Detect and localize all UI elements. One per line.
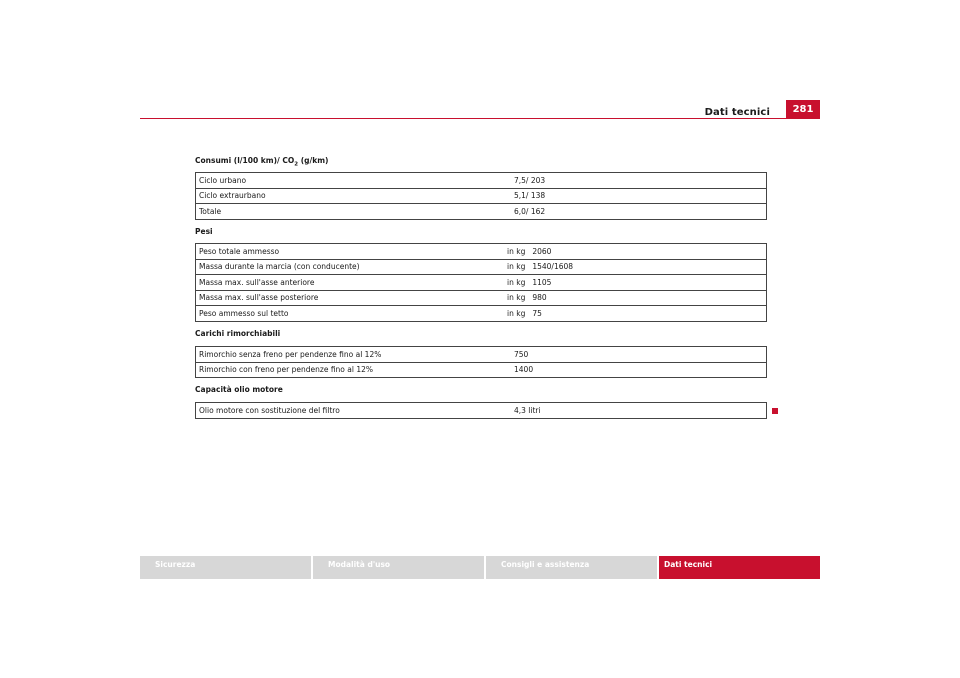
row-label: Massa max. sull'asse posteriore: [196, 290, 505, 306]
row-unit: in kg: [504, 306, 529, 322]
section-heading-pesi: Pesi: [195, 227, 213, 236]
row-unit: [504, 347, 511, 363]
page-number: 281: [786, 100, 820, 119]
row-unit: [504, 362, 511, 378]
heading-subscript: 2: [294, 161, 299, 168]
row-label: Totale: [196, 204, 505, 220]
row-value: 4,3 litri: [514, 405, 541, 415]
tab-dati-tecnici[interactable]: Dati tecnici: [659, 556, 820, 579]
section-heading-carichi: Carichi rimorchiabili: [195, 329, 281, 338]
table-row: [196, 204, 767, 220]
row-value: 6,0/ 162: [511, 204, 767, 220]
table-row: [196, 362, 767, 378]
footer-nav: [140, 556, 820, 579]
row-unit: in kg: [504, 259, 529, 275]
table-row: [196, 173, 767, 189]
table-olio: [195, 402, 767, 419]
table-row: [196, 306, 767, 322]
row-value: 75: [529, 306, 766, 322]
heading-main: Consumi (l/100 km)/ CO: [195, 156, 295, 165]
tab-consigli-assistenza[interactable]: Consigli e assistenza: [486, 556, 657, 579]
row-label: Rimorchio senza freno per pendenze fino al 12%: [199, 349, 382, 359]
tab-modalita-uso[interactable]: Modalità d'uso: [313, 556, 484, 579]
row-unit: in kg: [504, 290, 529, 306]
page-header-title: Dati tecnici: [704, 107, 770, 118]
row-unit: [504, 204, 511, 220]
row-label: Massa durante la marcia (con conducente): [196, 259, 505, 275]
row-value: 1105: [529, 275, 766, 291]
row-value: 1400: [511, 362, 767, 378]
row-value: 750: [514, 349, 529, 359]
table-row: [196, 347, 767, 363]
row-label: Peso totale ammesso: [199, 246, 280, 256]
section-heading-consumi: [195, 156, 328, 168]
row-label: Ciclo extraurbano: [196, 188, 505, 204]
section-heading-olio: Capacità olio motore: [195, 385, 283, 394]
row-value: 5,1/ 138: [511, 188, 767, 204]
row-label: Peso ammesso sul tetto: [196, 306, 505, 322]
row-label: Rimorchio con freno per pendenze fino al 12%: [196, 362, 505, 378]
row-unit: [504, 188, 511, 204]
row-value: 2060: [532, 246, 552, 256]
table-row: [196, 290, 767, 306]
tab-sicurezza[interactable]: Sicurezza: [140, 556, 311, 579]
table-carichi: [195, 346, 767, 378]
row-unit: [504, 403, 511, 419]
row-unit: in kg: [504, 275, 529, 291]
row-value: 980: [529, 290, 766, 306]
section-end-marker-icon: [772, 408, 778, 414]
table-row: [196, 259, 767, 275]
row-value: 7,5/ 203: [514, 175, 546, 185]
row-unit: [504, 173, 511, 189]
row-value: 1540/1608: [529, 259, 766, 275]
row-unit: in kg: [507, 246, 526, 256]
table-row: [196, 403, 767, 419]
table-consumi: [195, 172, 767, 220]
table-row: [196, 244, 767, 260]
heading-tail: (g/km): [298, 156, 329, 165]
table-row: [196, 275, 767, 291]
table-pesi: [195, 243, 767, 322]
header-divider: [140, 118, 820, 119]
row-label: Massa max. sull'asse anteriore: [196, 275, 505, 291]
row-label: Olio motore con sostituzione del filtro: [199, 405, 340, 415]
row-label: Ciclo urbano: [199, 175, 247, 185]
table-row: [196, 188, 767, 204]
